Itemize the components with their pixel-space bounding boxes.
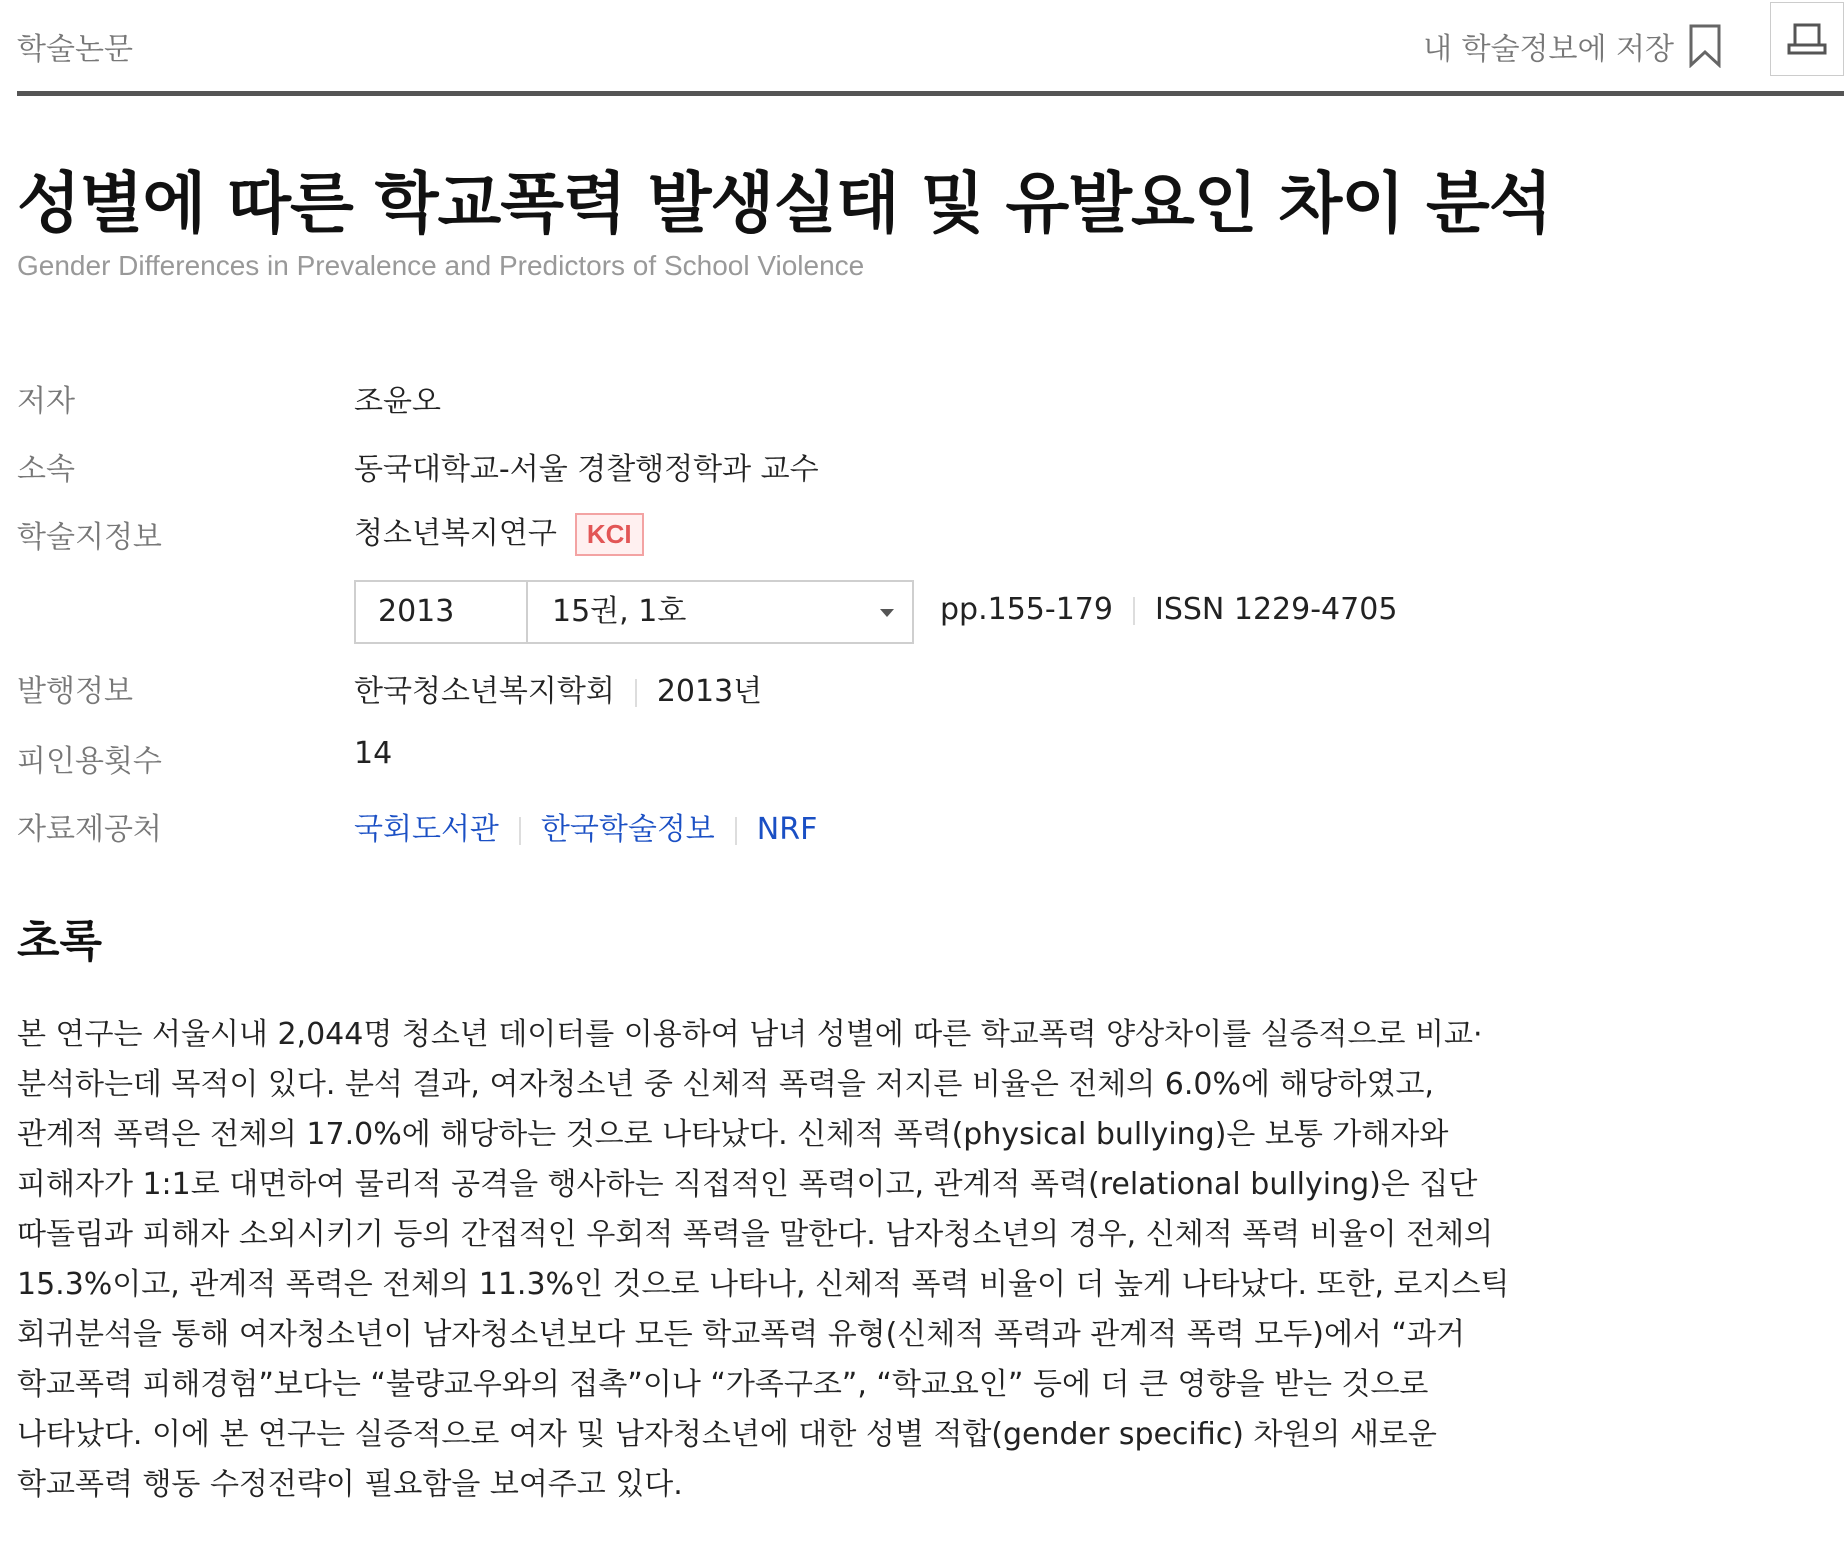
pages-issn	[940, 592, 1397, 627]
divider	[635, 679, 637, 707]
abstract-heading: 초록	[17, 916, 103, 967]
provider-label: 자료제공처	[17, 812, 162, 847]
provider-link-national-assembly-library[interactable]: 국회도서관	[354, 812, 499, 847]
provider-links	[354, 804, 817, 848]
volume-issue-dropdown[interactable]	[528, 582, 912, 642]
volume-select[interactable]	[354, 580, 914, 644]
citation-count: 14	[354, 736, 393, 771]
provider-link-kstudy[interactable]: 한국학술정보	[540, 812, 715, 847]
author-value: 조윤오	[354, 384, 441, 419]
journal-info	[354, 508, 644, 556]
issn: ISSN 1229-4705	[1154, 592, 1398, 627]
divider	[735, 817, 737, 845]
print-button[interactable]	[1770, 2, 1844, 76]
top-bar	[17, 0, 1844, 96]
print-icon	[1787, 22, 1827, 56]
publisher: 한국청소년복지학회	[354, 674, 615, 709]
journal-name[interactable]: 청소년복지연구	[354, 516, 557, 551]
publish-label: 발행정보	[17, 674, 133, 709]
paper-title: 성별에 따른 학교폭력 발생실태 및 유발요인 차이 분석	[17, 165, 1552, 242]
divider	[519, 817, 521, 845]
kci-badge: KCI	[575, 513, 644, 556]
provider-link-nrf[interactable]: NRF	[756, 812, 818, 847]
chevron-down-icon	[880, 609, 894, 617]
publish-year: 2013년	[656, 674, 763, 709]
bookmark-icon	[1688, 24, 1722, 68]
journal-label: 학술지정보	[17, 520, 162, 555]
abstract-text: 본 연구는 서울시내 2,044명 청소년 데이터를 이용하여 남녀 성별에 따른 학교폭력 양상차이를 실증적으로 비교·분석하는데 목적이 있다. 분석 결과, 여자청소년 중 신체적 폭력을 저지른 비율은 전체의 6.0%에 해당하였고, 관계적 폭력은 전체의 17.0%에 해당하는 것으로 나타났다. 신체적 폭력(physical bullying)은 보통 가해자와 피해자가 1:1로 대면하여 물리적 공격을 행사하는 직접적인 폭력이고, 관계적 폭력(relational bullying)은 집단 따돌림과 피해자 소외시키기 등의 간접적인 우회적 폭력을 말한다. 남자청소년의 경우, 신체적 폭력 비율이 전체의 15.3%이고, 관계적 폭력은 전체의 11.3%인 것으로 나타나, 신체적 폭력 비율이 더 높게 나타났다. 또한, 로지스틱 회귀분석을 통해 여자청소년이 남자청소년보다 모든 학교폭력 유형(신체적 폭력과 관계적 폭력 모두)에서 “과거 학교폭력 피해경험”보다는 “불량교우와의 접촉”이나 “가족구조”, “학교요인” 등에 더 큰 영향을 받는 것으로 나타났다. 이에 본 연구는 실증적으로 여자 및 남자청소년에 대한 성별 적합(gender specific) 차원의 새로운 학교폭력 행동 수정전략이 필요함을 보여주고 있다.	[17, 1017, 1510, 1502]
paper-subtitle: Gender Differences in Prevalence and Predictors of School Violence	[17, 250, 865, 281]
publish-info	[354, 666, 762, 710]
volume-year[interactable]: 2013	[356, 582, 528, 642]
author-label: 저자	[17, 384, 75, 419]
citation-label: 피인용횟수	[17, 744, 162, 779]
page-range: pp.155-179	[940, 592, 1113, 627]
save-to-library-button[interactable]	[1423, 24, 1722, 68]
category-label: 학술논문	[17, 32, 133, 67]
volume-issue-value: 15권, 1호	[552, 594, 687, 629]
save-label: 내 학술정보에 저장	[1423, 32, 1674, 67]
affiliation-value: 동국대학교-서울 경찰행정학과 교수	[354, 452, 819, 487]
divider	[1133, 597, 1135, 625]
affiliation-label: 소속	[17, 452, 75, 487]
